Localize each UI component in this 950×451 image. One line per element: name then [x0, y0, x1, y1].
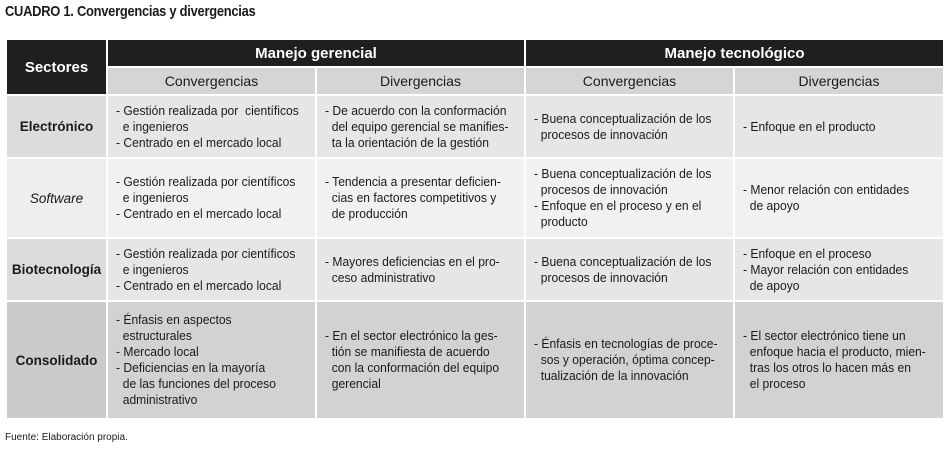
sector-cell: Software [6, 158, 107, 238]
sector-cell: Consolidado [6, 301, 107, 419]
cell-line: sos y operación, óptima concep- [534, 352, 715, 367]
cell-line: ceso administrativo [325, 269, 436, 285]
cell-line: - Enfoque en el proceso [743, 245, 872, 261]
cell-line: - Buena conceptualización de los [534, 110, 712, 126]
cell-line: - Deficiencias en la mayoría [116, 360, 266, 375]
cell-line: administrativo [116, 392, 198, 407]
source-note: Fuente: Elaboración propia. [5, 432, 128, 443]
cell-line: - Tendencia a presentar deficien- [325, 174, 501, 189]
sector-cell: Biotecnología [6, 238, 107, 301]
comparison-table [5, 38, 945, 420]
cell-tec-div [734, 301, 944, 419]
header-sectores: Sectores [6, 39, 107, 95]
cell-line: - Buena conceptualización de los [534, 166, 712, 181]
cell-line: - En el sector electrónico la ges- [325, 328, 498, 343]
cell-line: - Centrado en el mercado local [116, 134, 282, 150]
cell-line: - Mayores deficiencias en el pro- [325, 253, 500, 269]
cell-ger-conv [107, 95, 316, 158]
cell-line: - Gestión realizada por científicos [116, 174, 296, 189]
cell-line: - Buena conceptualización de los [534, 253, 712, 269]
cell-line: gerencial [325, 376, 381, 391]
cell-tec-div [734, 158, 944, 238]
table-row-consolidado [6, 301, 944, 419]
cell-line: - El sector electrónico tiene un [743, 328, 906, 343]
header-gerencial-divergencias: Divergencias [316, 67, 525, 95]
cell-line: - Enfoque en el proceso y en el [534, 198, 702, 213]
header-tecnologico-divergencias: Divergencias [734, 67, 944, 95]
cell-line: con la conformación del equipo [325, 360, 500, 375]
cell-line: tras los otros lo hacen más en [743, 360, 912, 375]
cell-line: de apoyo [743, 198, 800, 213]
header-tecnologico-convergencias: Convergencias [525, 67, 734, 95]
table-title: CUADRO 1. Convergencias y divergencias [5, 3, 256, 20]
cell-ger-conv [107, 301, 316, 419]
cell-line: de producción [325, 206, 408, 221]
cell-line: cias en factores competitivos y [325, 190, 497, 205]
cell-line: - Gestión realizada por científicos [116, 102, 299, 118]
cell-line: - Mercado local [116, 344, 199, 359]
cell-ger-div [316, 238, 525, 301]
cell-ger-div [316, 158, 525, 238]
cell-line: procesos de innovación [534, 126, 668, 142]
cell-line: tualización de la innovación [534, 368, 689, 383]
cell-line: e ingenieros [116, 118, 189, 134]
cell-line: - De acuerdo con la conformación [325, 102, 507, 118]
cell-line: - Centrado en el mercado local [116, 206, 282, 221]
cell-line: ta la orientación de la gestión [325, 134, 489, 150]
cell-line: de las funciones del proceso [116, 376, 276, 391]
cell-line: estructurales [116, 328, 192, 343]
cell-line: el proceso [743, 376, 806, 391]
cell-line: procesos de innovación [534, 269, 668, 285]
cell-line: - Gestión realizada por científicos [116, 245, 296, 261]
cell-ger-div [316, 95, 525, 158]
cell-line: del equipo gerencial se manifies- [325, 118, 509, 134]
header-manejo-gerencial: Manejo gerencial [107, 39, 525, 67]
cell-line: - Énfasis en aspectos [116, 312, 232, 327]
cell-line: enfoque hacia el producto, mien- [743, 344, 926, 359]
cell-line: producto [534, 214, 588, 229]
cell-line: tión se manifiesta de acuerdo [325, 344, 490, 359]
cell-tec-conv [525, 238, 734, 301]
table-row-electronico [6, 95, 944, 158]
sector-cell: Electrónico [6, 95, 107, 158]
header-manejo-tecnologico: Manejo tecnológico [525, 39, 944, 67]
cell-line: - Centrado en el mercado local [116, 277, 282, 293]
cell-line: - Enfoque en el producto [743, 118, 876, 134]
cell-ger-div [316, 301, 525, 419]
cell-line: e ingenieros [116, 261, 189, 277]
cell-line: - Menor relación con entidades [743, 182, 910, 197]
cell-tec-div [734, 238, 944, 301]
cell-line: de apoyo [743, 277, 800, 293]
table-row-biotecnologia [6, 238, 944, 301]
cell-tec-div [734, 95, 944, 158]
cell-ger-conv [107, 158, 316, 238]
cell-line: e ingenieros [116, 190, 189, 205]
cell-tec-conv [525, 301, 734, 419]
cell-ger-conv [107, 238, 316, 301]
cell-line: - Énfasis en tecnologías de proce- [534, 336, 718, 351]
cell-tec-conv [525, 95, 734, 158]
cell-line: procesos de innovación [534, 182, 668, 197]
header-gerencial-convergencias: Convergencias [107, 67, 316, 95]
cell-tec-conv [525, 158, 734, 238]
cell-line: - Mayor relación con entidades [743, 261, 909, 277]
table-row-software [6, 158, 944, 238]
